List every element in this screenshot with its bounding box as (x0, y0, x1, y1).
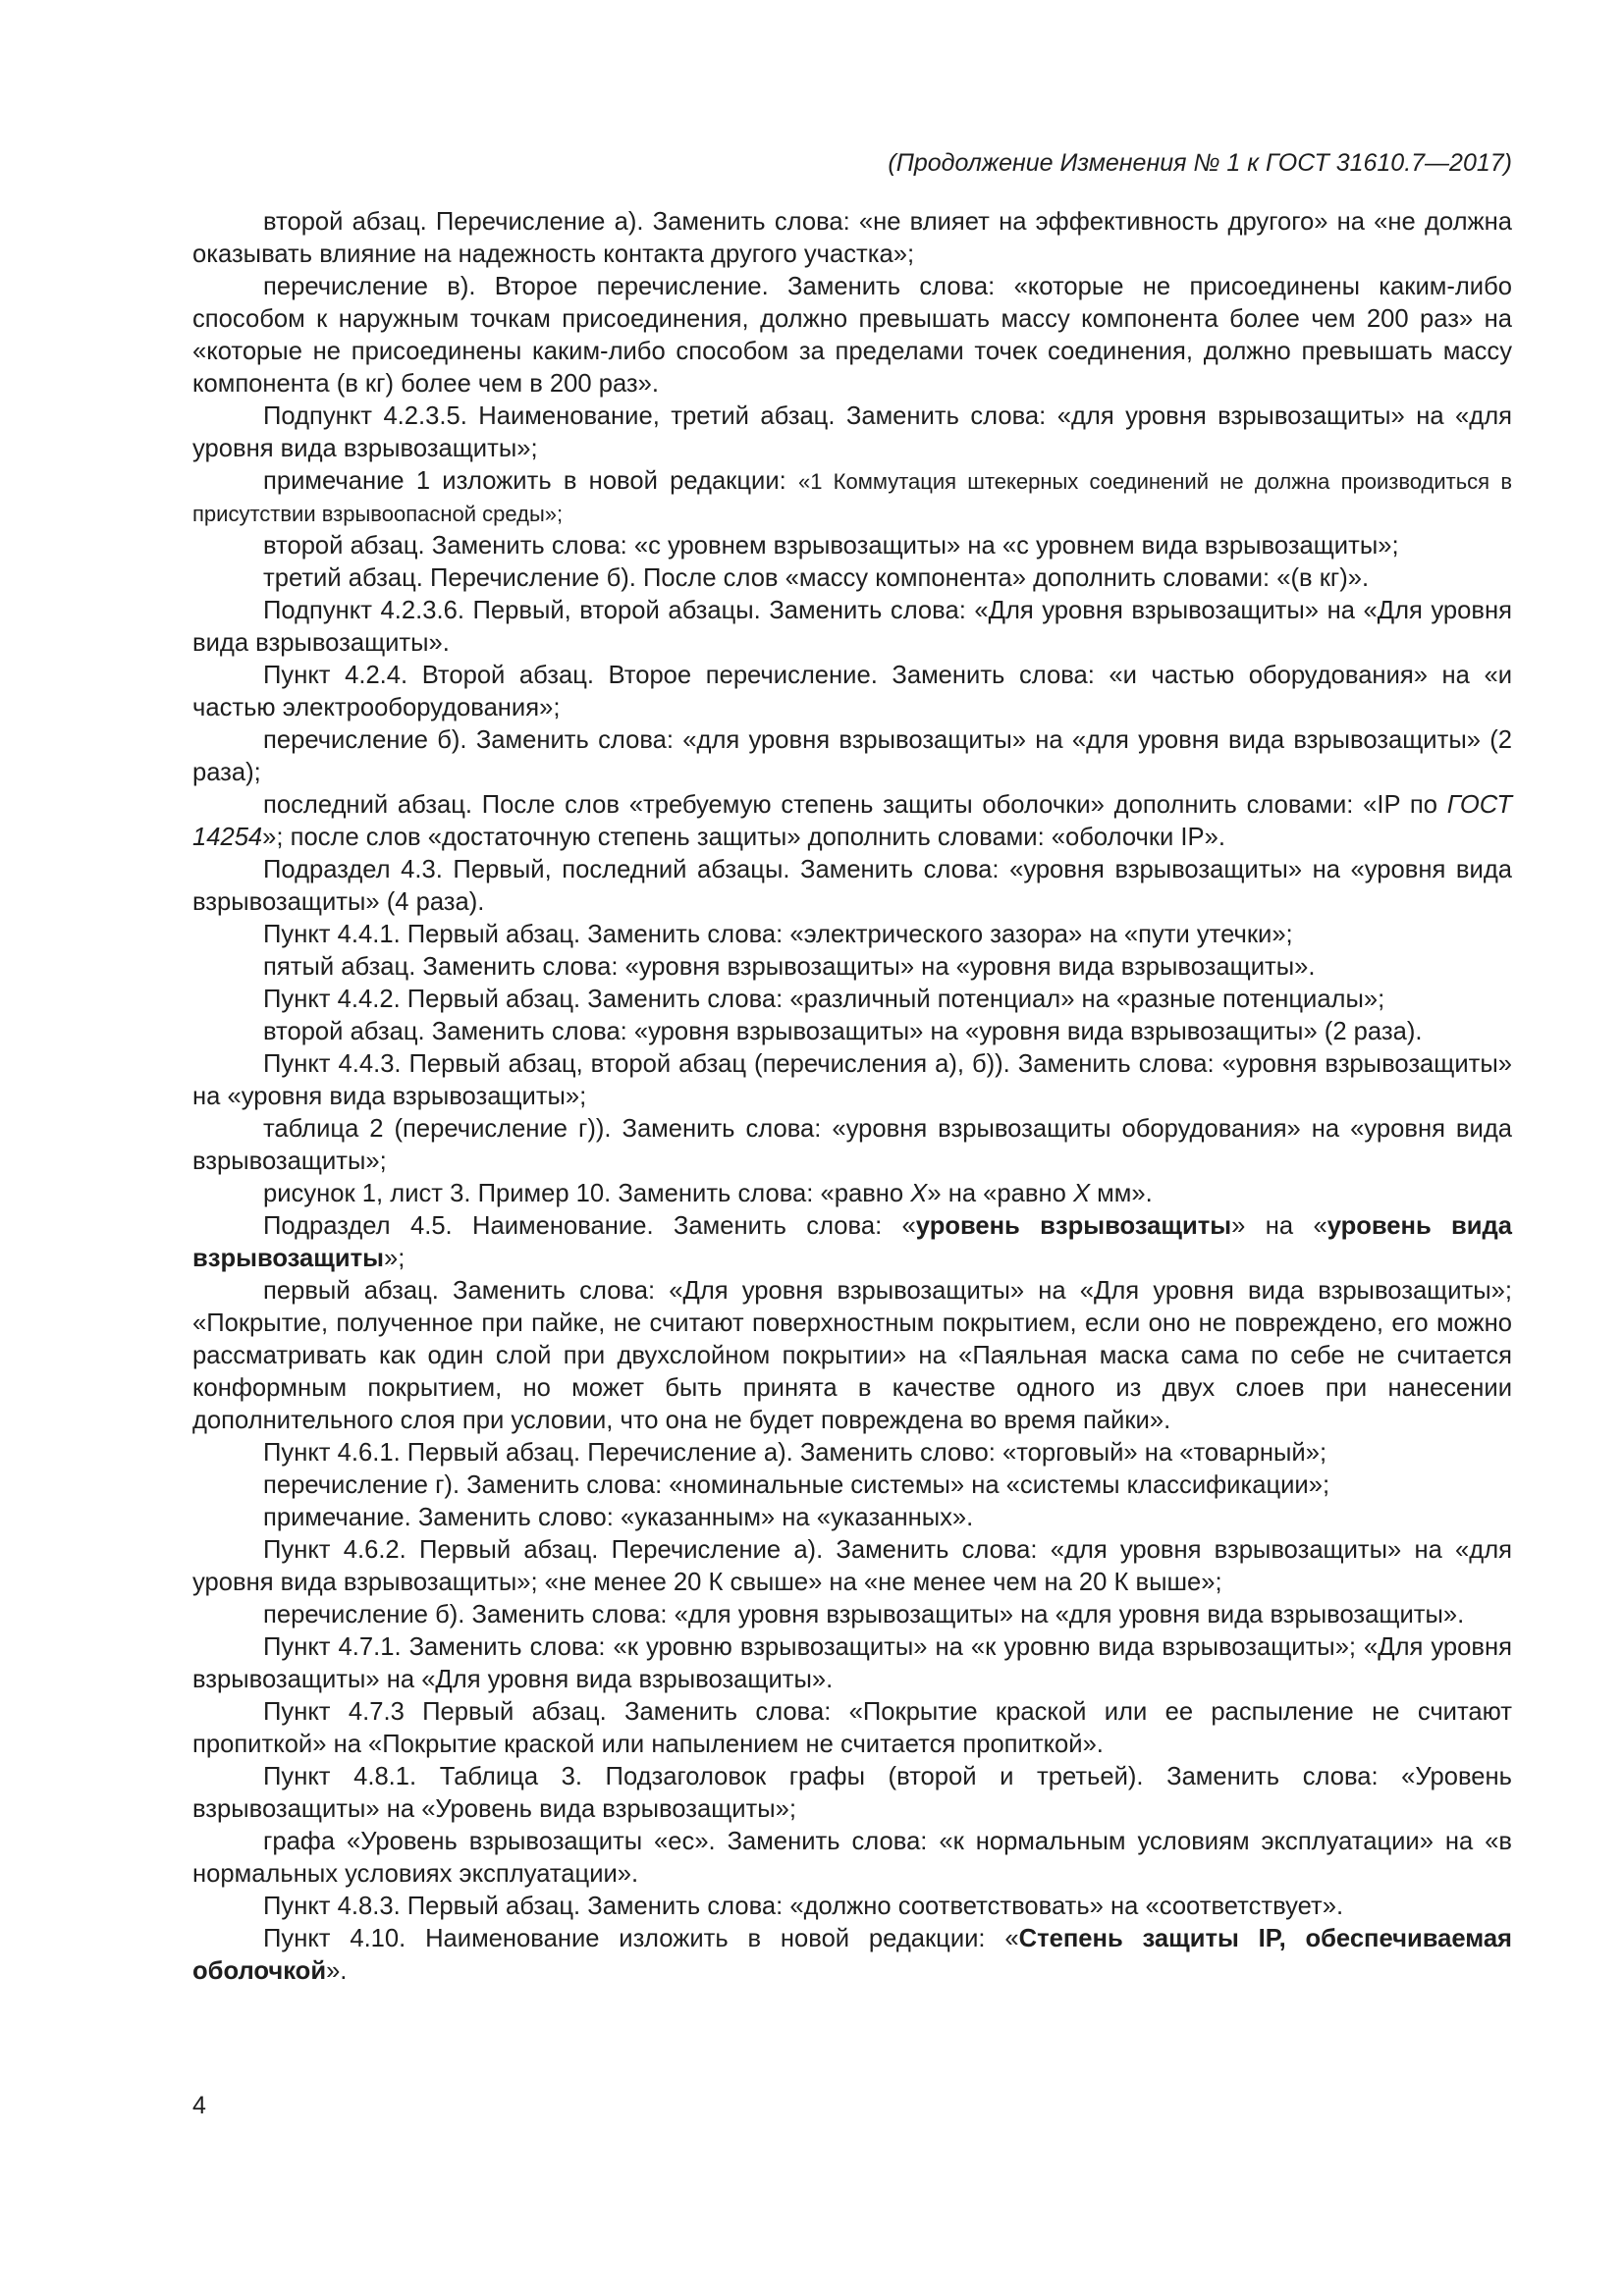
paragraph: перечисление б). Заменить слова: «для уровня взрывозащиты» на «для уровня вида взрывозащиты». (263, 1601, 1465, 1629)
text-span: »; (383, 1245, 406, 1272)
text-span: Пункт 4.10. Наименование изложить в новой редакции: « (263, 1925, 1019, 1952)
page-number: 4 (192, 2092, 206, 2119)
text-span: ». (326, 1957, 348, 1985)
paragraph (192, 1178, 1512, 1210)
paragraph-lead: примечание 1 изложить в новой редакции: (263, 467, 798, 495)
paragraph: Подраздел 4.3. Первый, последний абзацы. Заменить слова: «уровня взрывозащиты» на «уровня вида взрывозащиты» (4 раза). (192, 856, 1512, 916)
paragraph: Пункт 4.8.3. Первый абзац. Заменить слова: «должно соответствовать» на «соответствует». (263, 1893, 1344, 1920)
paragraph: таблица 2 (перечисление г)). Заменить слова: «уровня взрывозащиты оборудования» на «уровня вида взрывозащиты»; (192, 1115, 1512, 1175)
paragraph: Пункт 4.4.1. Первый абзац. Заменить слова: «электрического зазора» на «пути утечки»; (263, 921, 1293, 948)
bold-term: уровень вида взрывозащиты (192, 1212, 1513, 1272)
document-body (192, 206, 1512, 1988)
paragraph: второй абзац. Перечисление а). Заменить слова: «не влияет на эффективность другого» на «не должна оказывать влияние на надежность контакта другого участка»; (192, 208, 1512, 268)
paragraph (192, 1210, 1512, 1275)
text-span: рисунок 1, лист 3. Пример 10. Заменить слова: «равно (263, 1180, 911, 1207)
paragraph: Пункт 4.4.3. Первый абзац, второй абзац (перечисления а), б)). Заменить слова: «уровня взрывозащиты» на «уровня вида взрывозащиты»; (192, 1050, 1512, 1110)
paragraph: Пункт 4.6.2. Первый абзац. Перечисление а). Заменить слова: «для уровня взрывозащиты» на «для уровня вида взрывозащиты»; «не менее 20 К свыше» на «не менее чем на 20 К выше»; (192, 1536, 1512, 1596)
paragraph: Пункт 4.7.3 Первый абзац. Заменить слова: «Покрытие краской или ее распыление не считают пропиткой» на «Покрытие краской или напылением не считается пропиткой». (192, 1698, 1512, 1758)
paragraph: Пункт 4.4.2. Первый абзац. Заменить слова: «различный потенциал» на «разные потенциалы»; (263, 986, 1385, 1013)
standard-reference: ГОСТ 14254 (192, 791, 1512, 851)
bold-term: Степень защиты IP, обеспечиваемая оболочкой (192, 1925, 1512, 1985)
paragraph: Пункт 4.7.1. Заменить слова: «к уровню взрывозащиты» на «к уровню вида взрывозащиты»; «Для уровня взрывозащиты» на «Для уровня вида взрывозащиты». (192, 1633, 1512, 1693)
paragraph: Подпункт 4.2.3.6. Первый, второй абзацы. Заменить слова: «Для уровня взрывозащиты» на «Для уровня вида взрывозащиты». (192, 597, 1512, 657)
paragraph: перечисление в). Второе перечисление. Заменить слова: «которые не присоединены каким-либо способом к наружным точкам присоединения, должно превышать массу компонента более чем 200 раз» на «которые не присоединены каким-либо способом за пределами точек соединения, должно превышать массу компонента (в кг) более чем в 200 раз». (192, 273, 1512, 398)
paragraph: второй абзац. Заменить слова: «уровня взрывозащиты» на «уровня вида взрывозащиты» (2 раза). (263, 1018, 1423, 1045)
variable-x: X (910, 1180, 928, 1207)
paragraph: перечисление г). Заменить слова: «номинальные системы» на «системы классификации»; (263, 1471, 1330, 1499)
text-span: » на «равно (927, 1180, 1073, 1207)
text-span: мм». (1090, 1180, 1153, 1207)
paragraph: Пункт 4.6.1. Первый абзац. Перечисление а). Заменить слово: «торговый» на «товарный»; (263, 1439, 1327, 1467)
paragraph: Подпункт 4.2.3.5. Наименование, третий абзац. Заменить слова: «для уровня взрывозащиты» на «для уровня вида взрывозащиты»; (192, 402, 1512, 462)
paragraph: перечисление б). Заменить слова: «для уровня взрывозащиты» на «для уровня вида взрывозащиты» (2 раза); (192, 726, 1512, 786)
paragraph: пятый абзац. Заменить слова: «уровня взрывозащиты» на «уровня вида взрывозащиты». (263, 953, 1316, 981)
paragraph: примечание. Заменить слово: «указанным» на «указанных». (263, 1504, 974, 1531)
paragraph: Пункт 4.2.4. Второй абзац. Второе перечисление. Заменить слова: «и частью оборудования» на «и частью электрооборудования»; (192, 662, 1512, 721)
paragraph (192, 1923, 1512, 1988)
bold-term: уровень взрывозащиты (915, 1212, 1232, 1240)
paragraph (192, 789, 1512, 854)
running-header: (Продолжение Изменения № 1 к ГОСТ 31610.7—2017) (888, 149, 1512, 177)
text-span: Подраздел 4.5. Наименование. Заменить слова: « (263, 1212, 916, 1240)
paragraph (192, 465, 1512, 530)
paragraph: первый абзац. Заменить слова: «Для уровня взрывозащиты» на «Для уровня вида взрывозащиты»; «Покрытие, полученное при пайке, не считают поверхностным покрытием, если оно не повреждено, его можно рассматривать как один слой при двухслойном покрытии» на «Паяльная маска сама по себе не считается конформным покрытием, но может быть принята в качестве одного из двух слоев при нанесении дополнительного слоя при условии, что она не будет повреждена во время пайки». (192, 1277, 1512, 1434)
paragraph: второй абзац. Заменить слова: «с уровнем взрывозащиты» на «с уровнем вида взрывозащиты»; (263, 532, 1399, 560)
paragraph: третий абзац. Перечисление б). После слов «массу компонента» дополнить словами: «(в кг)». (263, 564, 1370, 592)
text-span: » на « (1231, 1212, 1327, 1240)
text-span: »; после слов «достаточную степень защиты» дополнить словами: «оболочки IP». (262, 824, 1225, 851)
note-text: «1 Коммутация штекерных соединений не должна производиться в присутствии взрывоопасной среды»; (192, 469, 1513, 526)
text-span: последний абзац. После слов «требуемую степень защиты оболочки» дополнить словами: «IP по (263, 791, 1447, 819)
paragraph: Пункт 4.8.1. Таблица 3. Подзаголовок графы (второй и третьей). Заменить слова: «Уровень взрывозащиты» на «Уровень вида взрывозащиты»; (192, 1763, 1512, 1823)
variable-x: X (1072, 1180, 1091, 1207)
paragraph: графа «Уровень взрывозащиты «ес». Заменить слова: «к нормальным условиям эксплуатации» на «в нормальных условиях эксплуатации». (192, 1828, 1512, 1888)
